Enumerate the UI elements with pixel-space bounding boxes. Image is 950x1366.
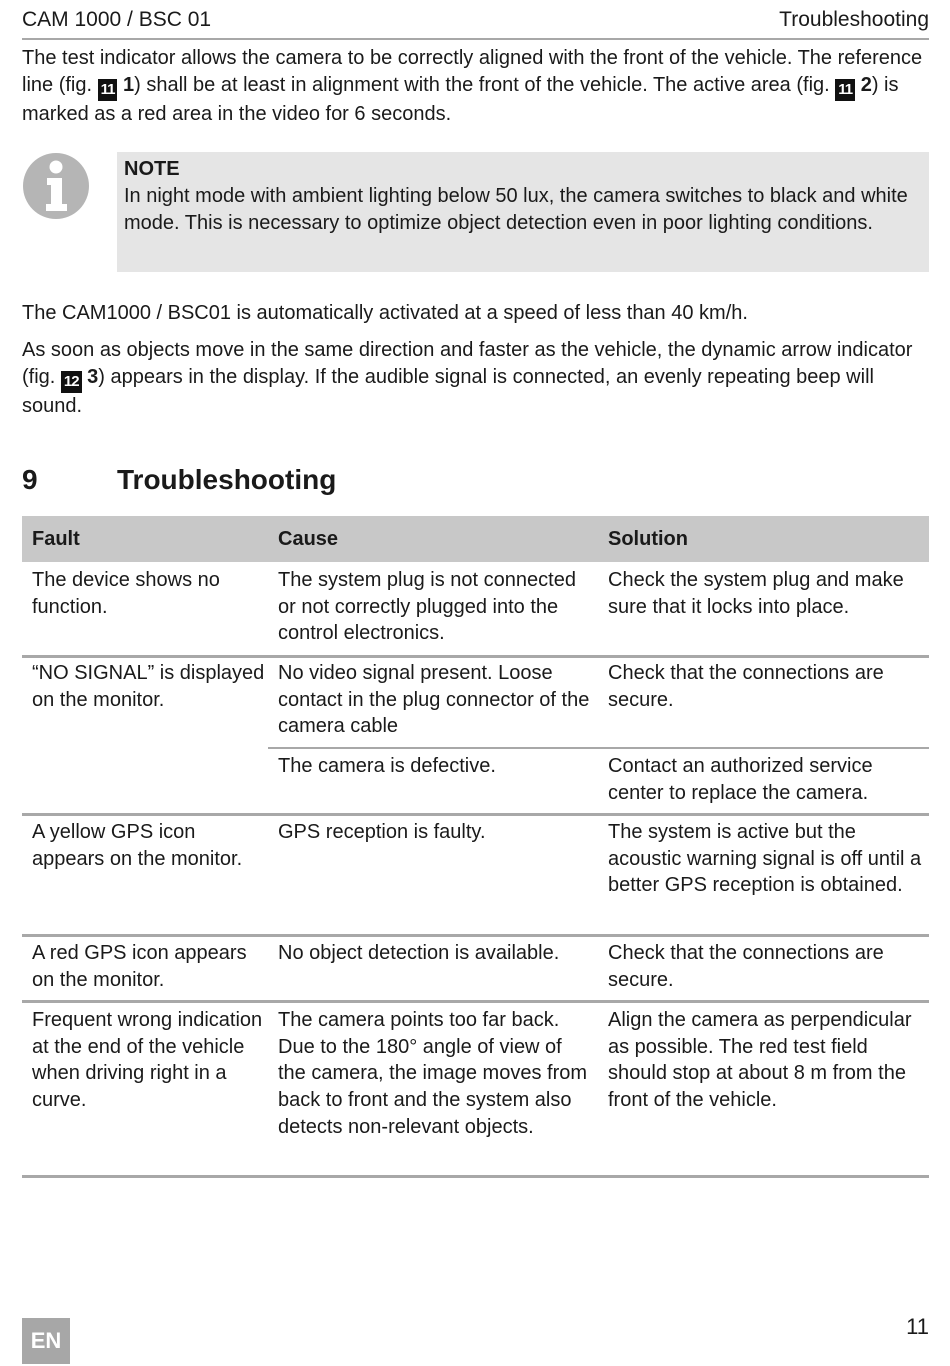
intro-paragraph xyxy=(22,45,932,127)
info-icon xyxy=(22,152,90,220)
column-header-fault: Fault xyxy=(32,528,80,550)
table-cell-solution: Align the camera as perpendicular as possible. The red test field should stop at about 8 m from the front of the vehicle. xyxy=(608,1009,912,1112)
table-cell-solution: Check the system plug and make sure that it locks into place. xyxy=(608,569,904,618)
arrow-indicator-paragraph xyxy=(22,337,932,419)
table-cell-cause: The camera is defective. xyxy=(278,755,496,777)
figure-reference: 1 xyxy=(123,73,135,96)
table-cell-cause: The camera points too far back. Due to the 180° angle of view of the camera, the image moves from back to front and the system also detects non-relevant objects. xyxy=(278,1009,588,1138)
header-product: CAM 1000 / BSC 01 xyxy=(22,8,212,31)
figure-reference: 3 xyxy=(87,365,99,388)
table-cell-solution: Check that the connections are secure. xyxy=(608,942,884,991)
row-divider xyxy=(22,813,929,816)
table-header xyxy=(22,516,929,562)
table-cell-fault: The device shows no function. xyxy=(32,569,220,618)
table-bottom-rule xyxy=(22,1175,929,1178)
column-header-solution: Solution xyxy=(608,528,688,550)
table-cell-solution: Check that the connections are secure. xyxy=(608,662,884,711)
header-section: Troubleshooting xyxy=(779,8,929,31)
language-badge: EN xyxy=(22,1318,70,1364)
arrow-text-a: As soon as objects move in the same direction and faster as the vehicle, the dynamic arrow indicator (fig. xyxy=(22,339,913,388)
section-title: Troubleshooting xyxy=(117,464,337,495)
note-box xyxy=(117,152,929,272)
table-cell-cause: The system plug is not connected or not correctly plugged into the control electronics. xyxy=(278,569,576,645)
figure-number-badge: 11 xyxy=(98,79,118,101)
page-number: 11 xyxy=(906,1314,929,1339)
note-title: NOTE xyxy=(124,158,180,180)
table-cell-cause: No video signal present. Loose contact in the plug connector of the camera cable xyxy=(278,662,590,738)
arrow-text-b: ) appears in the display. If the audible signal is connected, an evenly repeating beep will sound. xyxy=(22,365,874,417)
column-header-cause: Cause xyxy=(278,528,339,550)
table-cell-fault: Frequent wrong indication at the end of the vehicle when driving right in a curve. xyxy=(32,1009,263,1112)
row-divider xyxy=(22,655,929,658)
note-text: In night mode with ambient lighting below 50 lux, the camera switches to black and white mode. This is necessary to optimize object detection even in poor lighting conditions. xyxy=(124,185,908,234)
intro-text-a: The test indicator allows the camera to be correctly aligned with the front of the vehicle. The reference line (fig. xyxy=(22,47,923,96)
table-cell-solution: Contact an authorized service center to replace the camera. xyxy=(608,755,873,804)
table-cell-cause: No object detection is available. xyxy=(278,942,560,964)
row-divider xyxy=(22,1000,929,1003)
intro-text-c: ) is marked as a red area in the video for 6 seconds. xyxy=(22,73,899,125)
intro-text-b: ) shall be at least in alignment with the front of the vehicle. The active area (fig. xyxy=(134,73,836,96)
figure-number-badge: 11 xyxy=(835,79,855,101)
figure-reference: 2 xyxy=(860,73,872,96)
page-header xyxy=(22,8,929,40)
table-cell-solution: The system is active but the acoustic warning signal is off until a better GPS reception is obtained. xyxy=(608,821,922,897)
activation-paragraph: The CAM1000 / BSC01 is automatically activated at a speed of less than 40 km/h. xyxy=(22,302,748,324)
table-cell-fault: A yellow GPS icon appears on the monitor. xyxy=(32,821,243,870)
section-number: 9 xyxy=(22,464,38,495)
row-divider xyxy=(22,934,929,937)
table-cell-fault: “NO SIGNAL” is displayed on the monitor. xyxy=(32,662,265,711)
figure-number-badge: 12 xyxy=(61,371,82,393)
row-divider xyxy=(268,747,929,749)
table-cell-fault: A red GPS icon appears on the monitor. xyxy=(32,942,247,991)
table-cell-cause: GPS reception is faulty. xyxy=(278,821,486,843)
